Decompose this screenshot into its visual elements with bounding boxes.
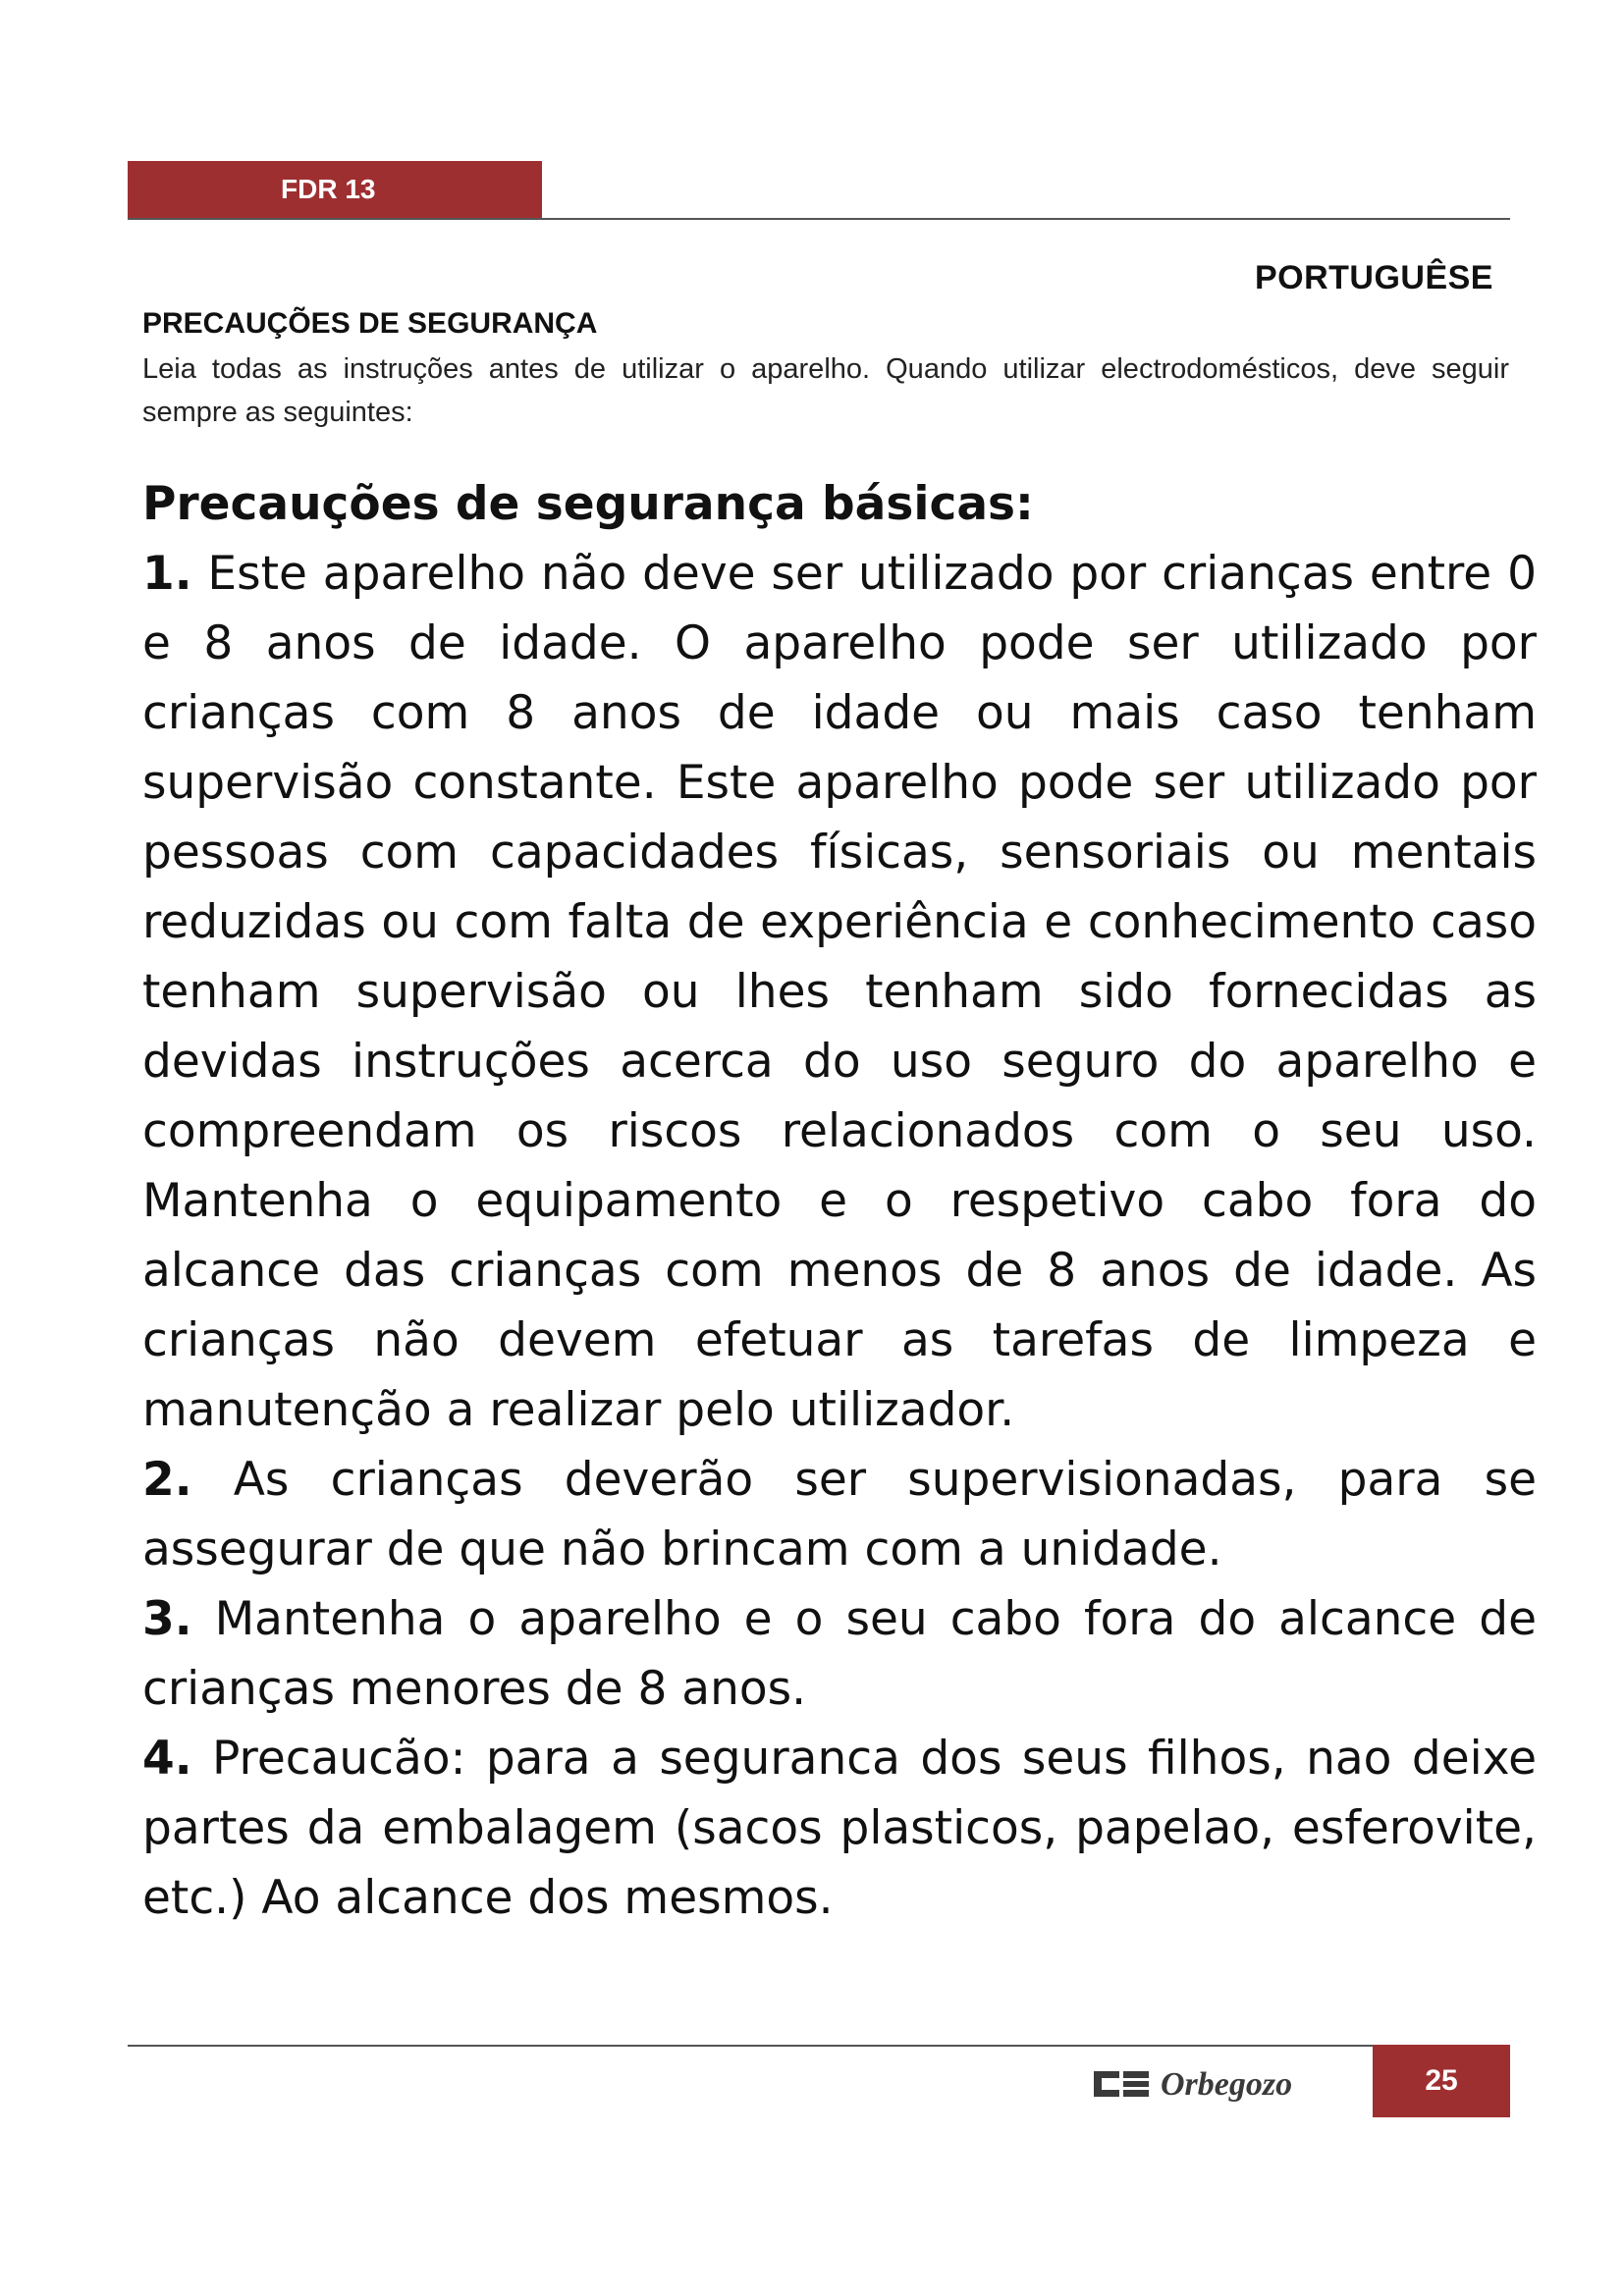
intro-paragraph: Leia todas as instruções antes de utilizar o aparelho. Quando utilizar electrodomésticos, deve seguir sempre as seguintes: (142, 353, 1509, 428)
language-label: PORTUGUÊSE (1254, 259, 1493, 296)
list-item (142, 1445, 1537, 1584)
safety-content (142, 469, 1537, 1933)
brand-logo (1092, 2061, 1355, 2105)
footer-divider (128, 2045, 1373, 2047)
item-number: 4. (142, 1732, 192, 1786)
header-divider (128, 218, 1510, 220)
page-number: 25 (1425, 2064, 1458, 2097)
safety-heading: Precauções de segurança básicas: (142, 477, 1034, 531)
item-text: Este aparelho não deve ser utilizado por crianças entre 0 e 8 anos de idade. O aparelho pode ser utilizado por crianças com 8 anos de idade ou mais caso tenham supervisão constante. Este aparelho pode ser utilizado por pessoas com capacidades físicas, sensoriais ou mentais reduzidas ou com falta de experiência e conhecimento caso tenham supervisão ou lhes tenham sido fornecidas as devidas instruções acerca do uso seguro do aparelho e compreendam os riscos relacionados com o seu uso. Mantenha o equipamento e o respetivo cabo fora do alcance das crianças com menos de 8 anos de idade. As crianças não devem efetuar as tarefas de limpeza e manutenção a realizar pelo utilizador. (142, 547, 1537, 1437)
list-item (142, 1724, 1537, 1933)
item-number: 1. (142, 547, 192, 601)
list-item (142, 1584, 1537, 1724)
item-text: Precaucão: para a seguranca dos seus filhos, nao deixe partes da embalagem (sacos plasticos, papelao, esferovite, etc.) Ao alcance dos mesmos. (142, 1732, 1537, 1925)
item-number: 3. (142, 1592, 192, 1646)
list-item (142, 539, 1537, 1445)
model-tab (128, 161, 542, 218)
item-text: As crianças deverão ser supervisionadas, para se assegurar de que não brincam com a unidade. (142, 1453, 1538, 1576)
model-label: FDR 13 (281, 174, 376, 204)
page-number-box (1373, 2045, 1510, 2117)
item-text: Mantenha o aparelho e o seu cabo fora do alcance de crianças menores de 8 anos. (142, 1592, 1537, 1716)
section-heading: PRECAUÇÕES DE SEGURANÇA (142, 307, 598, 340)
brand-name: Orbegozo (1161, 2066, 1293, 2103)
item-number: 2. (142, 1453, 192, 1507)
brand-mark-icon (1094, 2071, 1149, 2097)
